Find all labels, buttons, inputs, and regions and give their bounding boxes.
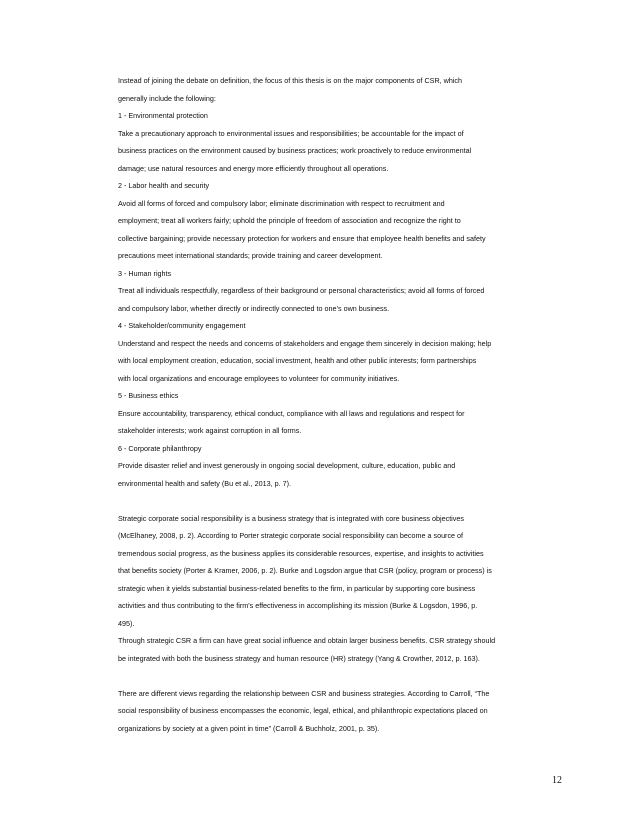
text-line: strategic when it yields substantial business-related benefits to the firm, in particular by supporting core business: [118, 583, 476, 593]
text-line: be integrated with both the business strategy and human resource (HR) strategy (Yang & Crowther, 2012, p. 163).: [118, 653, 480, 663]
page-number: 12: [552, 775, 562, 786]
text-line: Understand and respect the needs and concerns of stakeholders and engage them sincerely in decision making; help: [118, 338, 492, 348]
text-line: stakeholder interests; work against corruption in all forms.: [118, 426, 302, 435]
text-line: 1 - Environmental protection: [118, 111, 208, 120]
text-line: activities and thus contributing to the firm's effectiveness in accomplishing its mission (Burke & Logsdon, 1996, p.: [118, 601, 478, 610]
text-line: environmental health and safety (Bu et al., 2013, p. 7).: [118, 478, 292, 488]
text-line: damage; use natural resources and energy more efficiently throughout all operations.: [118, 163, 389, 173]
text-line: organizations by society at a given point in time” (Carroll & Buchholz, 2001, p. 35).: [118, 723, 380, 733]
text-line: 5 - Business ethics: [118, 391, 179, 400]
text-line: 3 - Human rights: [118, 268, 172, 278]
text-line: business practices on the environment caused by business practices; work proactively to reduce environmental: [118, 146, 472, 155]
text-line: tremendous social progress, as the business applies its considerable resources, expertise, and insights to activities: [118, 548, 484, 558]
text-line: (McElhaney, 2008, p. 2). According to Porter strategic corporate social responsibility can become a source of: [118, 531, 464, 540]
text-line: 4 - Stakeholder/community engagement: [118, 321, 246, 330]
paragraph-gap: [118, 492, 573, 510]
text-line: that benefits society (Porter & Kramer, 2006, p. 2). Burke and Logsdon argue that CSR (policy, program or process) is: [118, 566, 492, 575]
text-line: Avoid all forms of forced and compulsory labor; eliminate discrimination with respect to recruitment and: [118, 198, 445, 208]
text-line: Strategic corporate social responsibility is a business strategy that is integrated with core business objectives: [118, 513, 464, 523]
text-line: with local employment creation, education, social investment, health and other public interests; form partnerships: [118, 356, 477, 365]
text-line: Through strategic CSR a firm can have great social influence and obtain larger business benefits. CSR strategy should: [118, 636, 496, 645]
text-line: collective bargaining; provide necessary protection for workers and ensure that employee health benefits and safety: [118, 233, 486, 243]
text-line: social responsibility of business encompasses the economic, legal, ethical, and philanthropic expectations placed on: [118, 706, 488, 715]
text-line: There are different views regarding the relationship between CSR and business strategies. According to Carroll, “The: [118, 688, 490, 698]
text-line: and compulsory labor, whether directly or indirectly connected to one’s own business.: [118, 303, 390, 313]
text-line: 6 - Corporate philanthropy: [118, 443, 202, 453]
text-line: 495).: [118, 618, 135, 628]
text-line: with local organizations and encourage employees to volunteer for community initiatives.: [118, 373, 400, 383]
text-line: Ensure accountability, transparency, ethical conduct, compliance with all laws and regulations and respect for: [118, 408, 465, 418]
paragraph-gap: [118, 667, 573, 685]
text-line: Take a precautionary approach to environmental issues and responsibilities; be accountable for the impact of: [118, 128, 464, 138]
text-line: precautions meet international standards; provide training and career development.: [118, 251, 383, 260]
text-line: employment; treat all workers fairly; uphold the principle of freedom of association and recognize the right to: [118, 216, 461, 225]
text-line: Instead of joining the debate on definition, the focus of this thesis is on the major components of CSR, which: [118, 76, 463, 85]
text-line: Provide disaster relief and invest generously in ongoing social development, culture, education, public and: [118, 461, 456, 470]
text-line: Treat all individuals respectfully, regardless of their background or personal characteristics; avoid all forms of forced: [118, 286, 485, 295]
text-line: 2 - Labor health and security: [118, 181, 210, 190]
text-line: generally include the following:: [118, 93, 216, 103]
body-text: [118, 72, 573, 737]
